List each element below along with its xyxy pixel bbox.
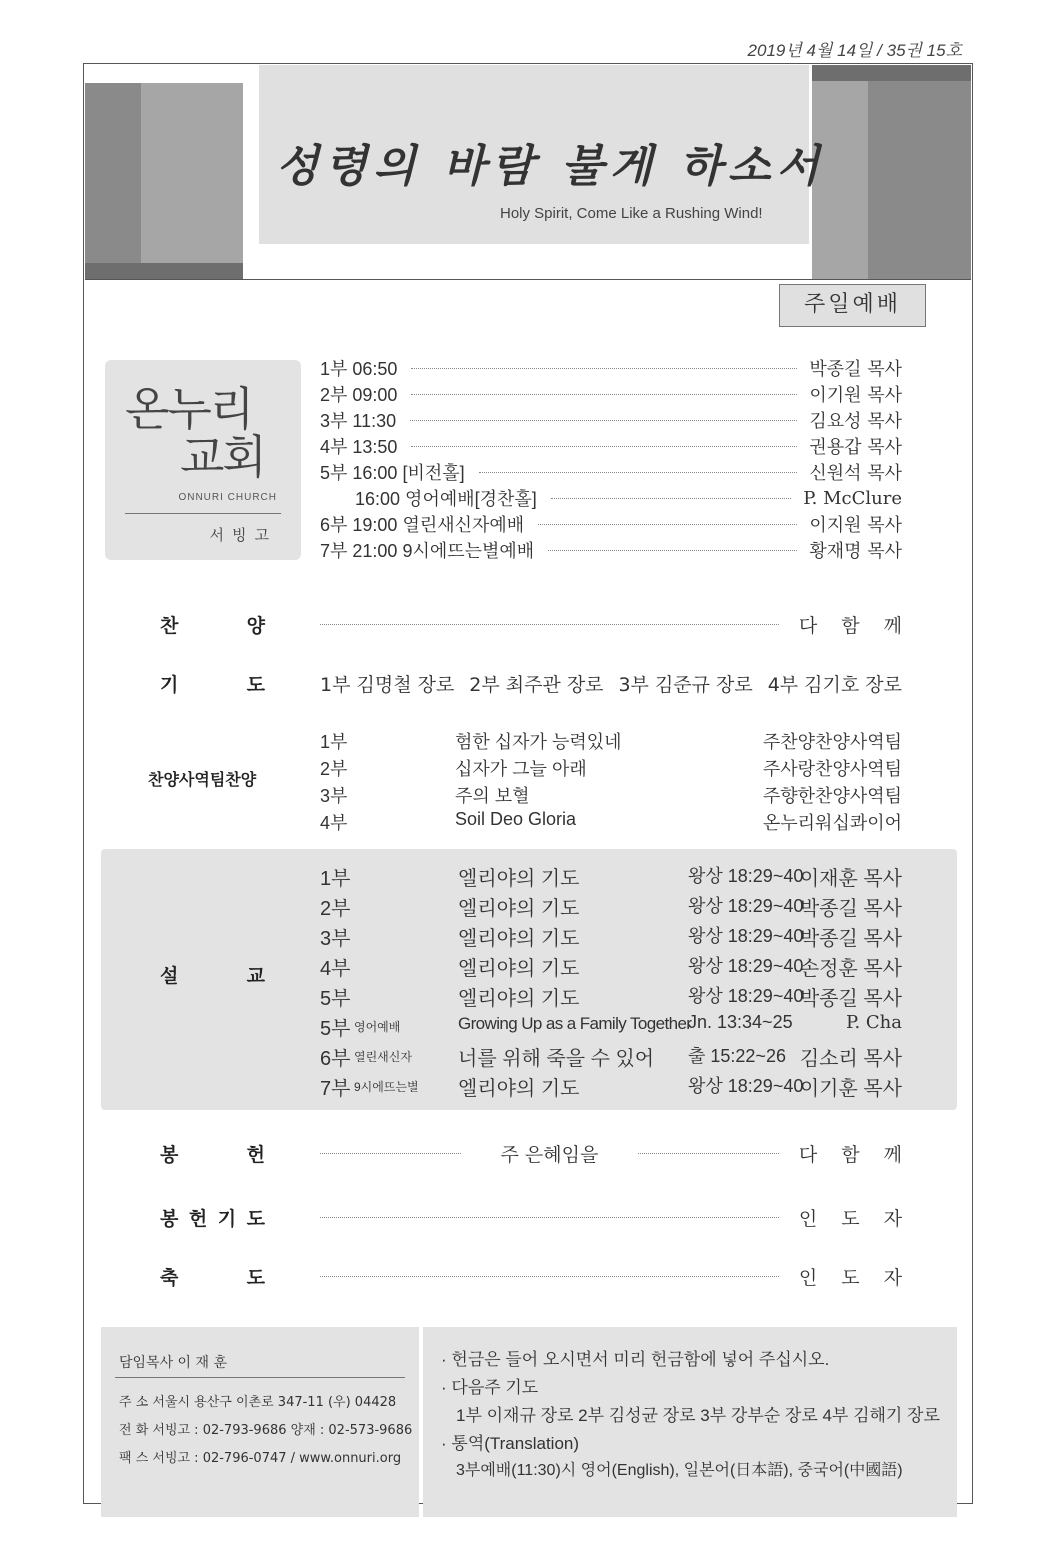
service-time: 4부 13:50	[320, 437, 398, 457]
leader-dots	[320, 624, 779, 625]
praise-row	[320, 611, 911, 638]
church-fax: 팩 스 서빙고 : 02-796-0747 / www.onnuri.org	[119, 1451, 402, 1466]
label-char: 교	[246, 965, 265, 987]
notice-text: 헌금은 들어 오시면서 미리 헌금함에 넣어 주십시오.	[451, 1350, 830, 1369]
choir-song: 험한 십자가 능력있네	[455, 732, 622, 752]
sermon-note: 열린새신자	[354, 1050, 412, 1064]
notice-offering: · 헌금은 들어 오시면서 미리 헌금함에 넣어 주십시오.	[441, 1350, 830, 1369]
service-pastor: 이기원 목사	[809, 385, 902, 406]
offering-hymn: 주 은혜임을	[500, 1144, 599, 1166]
sermon-title: 너를 위해 죽을 수 있어	[458, 1048, 655, 1070]
sermon-title: 엘리야의 기도	[458, 898, 580, 920]
sermon-ref: 왕상 18:29~40	[688, 926, 804, 946]
service-row	[320, 407, 902, 433]
sermon-row	[320, 892, 902, 922]
offering-prayer-row	[320, 1204, 911, 1231]
label-char: 헌	[188, 1208, 208, 1230]
choir-row	[320, 809, 902, 836]
sermon-title: 엘리야의 기도	[458, 988, 580, 1010]
service-time: 16:00 영어예배[경찬홀]	[320, 489, 537, 509]
praise-label	[160, 611, 265, 638]
banner-subtitle: Holy Spirit, Come Like a Rushing Wind!	[500, 205, 763, 222]
sermon-title: 엘리야의 기도	[458, 958, 580, 980]
service-pastor: 박종길 목사	[809, 359, 902, 380]
sermon-ref: 왕상 18:29~40	[688, 986, 804, 1006]
sermon-title: Growing Up as a Family Together	[458, 1014, 692, 1033]
issue-date: 2019년 4월 14일 / 35권 15호	[747, 41, 962, 60]
logo-name-line2: 교회	[180, 430, 265, 484]
service-time: 7부 21:00 9시에뜨는별예배	[320, 541, 535, 561]
label-char: 양	[246, 615, 265, 637]
benediction-row	[320, 1263, 911, 1290]
praise-leader: 다 함 께	[798, 615, 911, 637]
senior-pastor: 담임목사 이 재 훈	[119, 1355, 228, 1371]
label-char: 봉	[160, 1208, 179, 1230]
choir-row	[320, 728, 902, 755]
sermon-part: 2부	[320, 898, 351, 920]
service-row	[320, 381, 902, 407]
choir-label: 찬양사역팀찬양	[148, 770, 257, 789]
notices-box	[423, 1327, 957, 1517]
sermon-ref: 왕상 18:29~40	[688, 866, 804, 886]
offering-leader: 다 함 께	[798, 1144, 911, 1166]
banner-title: 성령의 바람 불게 하소서	[276, 141, 825, 192]
choir-row	[320, 755, 902, 782]
service-pastor: 이지원 목사	[809, 515, 902, 536]
notice-text: 통역(Translation)	[451, 1434, 580, 1453]
notice-text: 다음주 기도	[451, 1378, 539, 1397]
sermon-title: 엘리야의 기도	[458, 868, 580, 890]
sermon-title: 엘리야의 기도	[458, 928, 580, 950]
label-char: 헌	[246, 1144, 265, 1166]
leader-dots	[411, 446, 797, 447]
sermon-pastor: 박종길 목사	[799, 988, 902, 1010]
label-char: 도	[246, 674, 265, 696]
label-char: 기	[217, 1208, 237, 1230]
leader-dots	[320, 1217, 779, 1218]
sermon-row	[320, 982, 902, 1012]
notice-next-prayer-title: · 다음주 기도	[441, 1378, 539, 1397]
choir-part: 4부	[320, 813, 348, 833]
notice-translation: 3부예배(11:30)시 영어(English), 일본어(日本語), 중국어(中國語)	[456, 1462, 903, 1479]
choir-row	[320, 782, 902, 809]
church-phone: 전 화 서빙고 : 02-793-9686 양재 : 02-573-9686	[119, 1423, 413, 1438]
label-char: 축	[160, 1267, 179, 1289]
choir-song: 십자가 그늘 아래	[455, 759, 587, 779]
offering-label	[160, 1140, 265, 1167]
banner-left-block-inner	[141, 83, 243, 279]
choir-song: Soil Deo Gloria	[455, 809, 577, 829]
logo-location: 서빙고	[209, 526, 277, 544]
service-time: 3부 11:30	[320, 411, 397, 431]
choir-team: 주향한찬양사역팀	[762, 786, 902, 806]
sermon-ref: 왕상 18:29~40	[688, 956, 804, 976]
logo-divider	[125, 513, 281, 514]
logo-name-line1: 온누리	[125, 382, 253, 436]
prayer-item: 1부 김명철 장로	[320, 674, 455, 696]
label-char: 도	[246, 1267, 265, 1289]
sermon-title: 엘리야의 기도	[458, 1078, 580, 1100]
leader-dots	[410, 420, 797, 421]
prayer-item: 3부 김준규 장로	[618, 674, 753, 696]
service-pastor: 신원석 목사	[809, 463, 902, 484]
offering-row	[320, 1140, 911, 1167]
service-row	[320, 537, 902, 563]
choir-team: 주찬양찬양사역팀	[762, 732, 902, 752]
label-char: 봉	[160, 1144, 179, 1166]
sermon-part: 3부	[320, 928, 351, 950]
notice-translation-title: · 통역(Translation)	[441, 1434, 580, 1453]
label-char: 찬	[160, 615, 179, 637]
sermon-pastor: 손정훈 목사	[799, 958, 902, 980]
sermon-part: 7부	[320, 1078, 351, 1100]
church-logo	[105, 360, 301, 560]
sermon-note: 영어예배	[354, 1020, 401, 1034]
leader-dots	[538, 524, 797, 525]
service-row	[320, 433, 902, 459]
sermon-row	[320, 862, 902, 892]
sermon-ref: 왕상 18:29~40	[688, 1076, 804, 1096]
banner-right-top	[812, 65, 971, 81]
banner-left-base	[85, 263, 243, 279]
leader-dots	[411, 394, 797, 395]
service-time: 6부 19:00 열린새신자예배	[320, 515, 525, 535]
sermon-ref: Jn. 13:34~25	[688, 1012, 793, 1032]
service-time: 2부 09:00	[320, 385, 398, 405]
service-pastor: 황재명 목사	[809, 541, 902, 562]
choir-part: 3부	[320, 786, 348, 806]
sermon-pastor: 이재훈 목사	[799, 868, 902, 890]
prayer-row	[320, 670, 902, 697]
sermon-row	[320, 1012, 902, 1042]
choir-part: 1부	[320, 732, 348, 752]
sermon-part: 6부	[320, 1048, 351, 1070]
offering-prayer-leader: 인 도 자	[798, 1208, 911, 1230]
leader-dots	[638, 1153, 779, 1154]
section-tab: 주일예배	[779, 284, 926, 327]
service-pastor: 권용갑 목사	[809, 437, 902, 458]
service-row	[320, 459, 902, 485]
sermon-pastor: 이기훈 목사	[799, 1078, 902, 1100]
sermon-note: 9시에뜨는별	[354, 1080, 419, 1094]
sermon-row	[320, 1042, 902, 1072]
sermon-part: 4부	[320, 958, 351, 980]
choir-team: 온누리워십콰이어	[762, 813, 902, 833]
benediction-label	[160, 1263, 265, 1290]
leader-dots	[548, 550, 797, 551]
service-pastor: P. McClure	[803, 487, 902, 509]
leader-dots	[411, 368, 797, 369]
leader-dots	[320, 1153, 461, 1154]
sermon-pastor: 박종길 목사	[799, 928, 902, 950]
label-char: 기	[160, 674, 179, 696]
leader-dots	[320, 1276, 779, 1277]
sermon-pastor: P. Cha	[845, 1012, 902, 1033]
sermon-ref: 왕상 18:29~40	[688, 896, 804, 916]
notice-next-prayer: 1부 이재규 장로 2부 김성균 장로 3부 강부순 장로 4부 김해기 장로	[456, 1406, 940, 1425]
footer-divider	[115, 1377, 405, 1378]
sermon-part: 5부	[320, 988, 351, 1010]
sermon-part: 5부	[320, 1018, 351, 1040]
service-row	[320, 485, 902, 511]
prayer-item: 2부 최주관 장로	[469, 674, 604, 696]
service-row	[320, 355, 902, 381]
choir-team: 주사랑찬양사역팀	[762, 759, 902, 779]
church-info-box	[101, 1327, 419, 1517]
sermon-row	[320, 922, 902, 952]
logo-name-en: ONNURI CHURCH	[178, 492, 277, 503]
church-address: 주 소 서울시 용산구 이촌로 347-11 (우) 04428	[119, 1395, 397, 1410]
sermon-pastor: 박종길 목사	[799, 898, 902, 920]
choir-part: 2부	[320, 759, 348, 779]
service-pastor: 김요성 목사	[809, 411, 902, 432]
prayer-label	[160, 670, 265, 697]
label-char: 설	[160, 965, 179, 987]
choir-song: 주의 보혈	[455, 786, 530, 806]
service-row	[320, 511, 902, 537]
service-time: 1부 06:50	[320, 359, 398, 379]
benediction-leader: 인 도 자	[798, 1267, 911, 1289]
sermon-part: 1부	[320, 868, 351, 890]
sermon-row	[320, 1072, 902, 1102]
leader-dots	[551, 498, 791, 499]
sermon-pastor: 김소리 목사	[799, 1048, 902, 1070]
sermon-ref: 출 15:22~26	[688, 1046, 786, 1066]
label-char: 도	[246, 1208, 265, 1230]
sermon-row	[320, 952, 902, 982]
sermon-label	[160, 961, 265, 988]
leader-dots	[479, 472, 798, 473]
offering-prayer-label	[160, 1204, 265, 1231]
prayer-item: 4부 김기호 장로	[767, 674, 902, 696]
service-time: 5부 16:00 [비전홀]	[320, 463, 465, 483]
